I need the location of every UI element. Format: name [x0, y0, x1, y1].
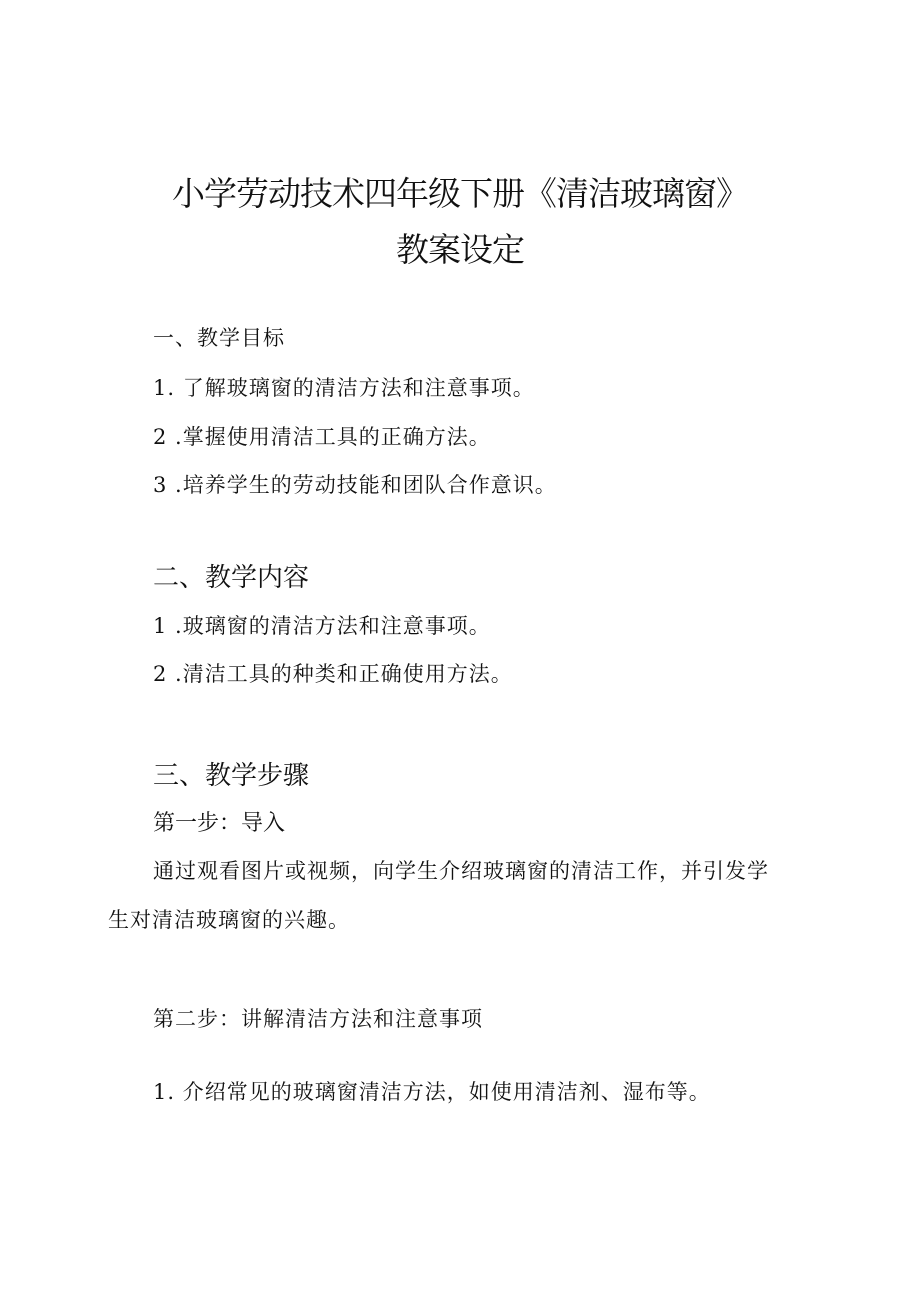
- section1-heading: 一、教学目标: [153, 326, 285, 350]
- step1-text-line1: 通过观看图片或视频，向学生介绍玻璃窗的清洁工作，并引发学: [153, 859, 769, 883]
- section3-heading: 三、教学步骤: [153, 761, 310, 791]
- step2-item-1: 1. 介绍常见的玻璃窗清洁方法，如使用清洁剂、湿布等。: [153, 1080, 711, 1104]
- document-title-line2: 教案设定: [396, 230, 524, 269]
- step2-heading: 第二步：讲解清洁方法和注意事项: [153, 1007, 483, 1031]
- section2-heading: 二、教学内容: [153, 563, 310, 593]
- step1-text-line2: 生对清洁玻璃窗的兴趣。: [108, 908, 350, 932]
- step1-heading: 第一步：导入: [153, 811, 286, 836]
- section1-item-2: 2 .掌握使用清洁工具的正确方法。: [153, 425, 491, 449]
- document-title-line1: 小学劳动技术四年级下册《清洁玻璃窗》: [172, 174, 748, 213]
- section2-item-2: 2 .清洁工具的种类和正确使用方法。: [153, 662, 513, 686]
- section1-item-3: 3 .培养学生的劳动技能和团队合作意识。: [153, 473, 557, 497]
- section2-item-1: 1 .玻璃窗的清洁方法和注意事项。: [153, 614, 491, 638]
- section1-item-1: 1. 了解玻璃窗的清洁方法和注意事项。: [153, 376, 535, 400]
